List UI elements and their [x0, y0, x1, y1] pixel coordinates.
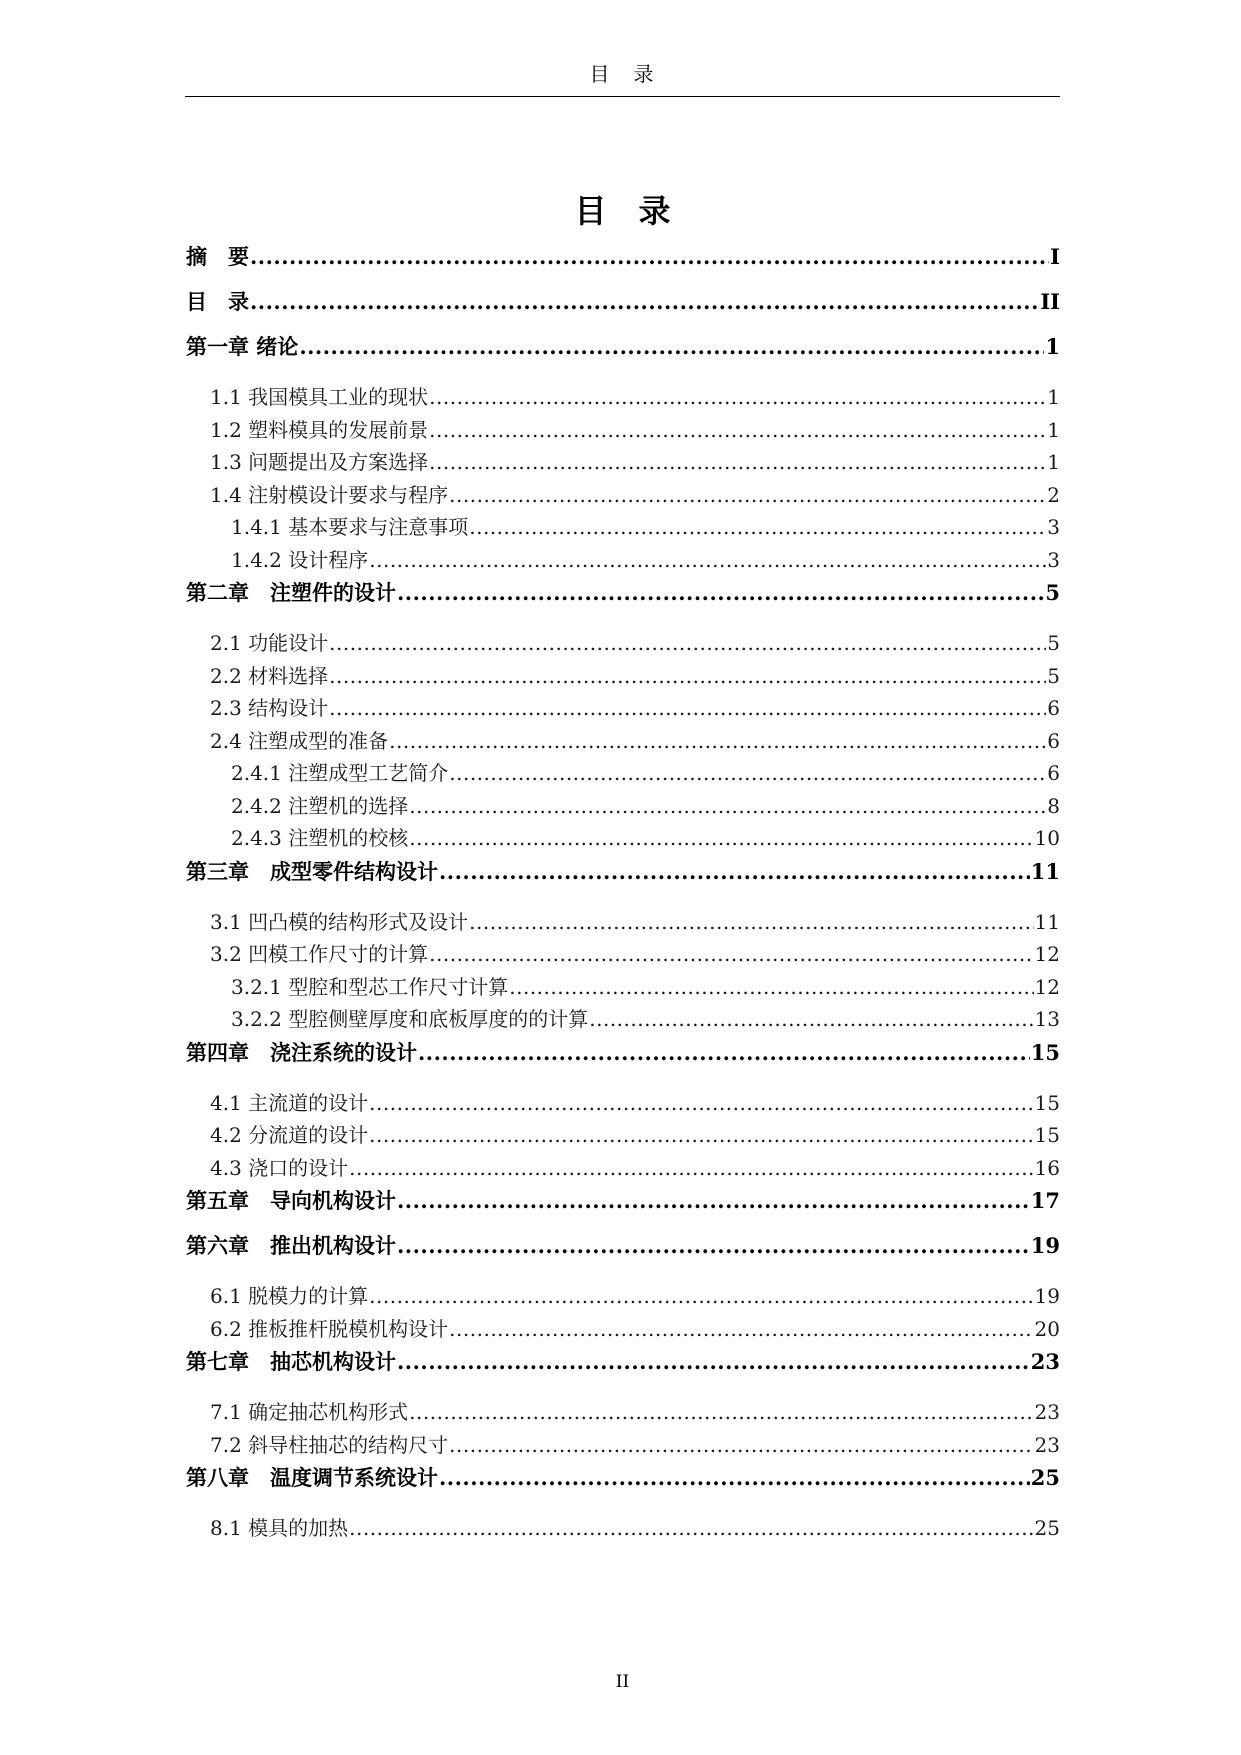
toc-entry-label: 2.4.1 注塑成型工艺简介: [231, 761, 449, 785]
dot-leader: [509, 971, 1033, 1003]
toc-entry-label: 第二章 注塑件的设计: [186, 580, 396, 605]
dot-leader: [349, 1152, 1033, 1184]
toc-entry-page: 17: [1030, 1188, 1060, 1213]
dot-leader: [418, 1036, 1030, 1070]
dot-leader: [439, 855, 1030, 889]
toc-entry-label: 第七章 抽芯机构设计: [186, 1349, 396, 1374]
dot-leader: [369, 1087, 1033, 1119]
dot-leader: [369, 1280, 1033, 1312]
toc-entry-label: 2.4 注塑成型的准备: [210, 728, 389, 753]
toc-entry-page: I: [1050, 244, 1060, 269]
toc-entry-label: 目 录: [186, 289, 249, 314]
toc-entry-label: 1.3 问题提出及方案选择: [210, 450, 429, 474]
page-number: II: [615, 1672, 630, 1692]
toc-entry-page: 8: [1047, 793, 1060, 818]
dot-leader: [397, 1184, 1030, 1218]
toc-entry-page: 19: [1034, 1284, 1060, 1308]
toc-entry-label: 第五章 导向机构设计: [186, 1188, 396, 1213]
toc-entry-label: 2.1 功能设计: [210, 631, 329, 655]
dot-leader: [329, 660, 1046, 692]
toc-entry-page: 13: [1034, 1007, 1060, 1031]
toc-entry-page: 11: [1030, 858, 1060, 884]
toc-section-entry[interactable]: [186, 414, 1060, 447]
toc-entry-page: 1: [1045, 334, 1060, 359]
dot-leader: [449, 1313, 1033, 1345]
toc-subsection-entry[interactable]: [186, 511, 1060, 544]
toc-entry-label: 1.4.1 基本要求与注意事项: [231, 515, 469, 539]
toc-chapter-entry[interactable]: [186, 240, 1060, 285]
toc-entry-label: 3.2.2 型腔侧壁厚度和底板厚度的的计算: [231, 1007, 589, 1031]
toc-chapter-entry[interactable]: [186, 1036, 1060, 1081]
toc-entry-page: 20: [1034, 1316, 1060, 1341]
toc-section-entry[interactable]: [186, 1429, 1060, 1462]
toc-entry-page: 1: [1047, 417, 1060, 442]
toc-subsection-entry[interactable]: [186, 757, 1060, 790]
dot-leader: [429, 446, 1046, 478]
toc-entry-label: 4.1 主流道的设计: [210, 1090, 369, 1115]
toc-entry-page: 6: [1047, 761, 1060, 785]
dot-leader: [429, 381, 1046, 413]
toc-section-entry[interactable]: [186, 660, 1060, 693]
dot-leader: [397, 1345, 1030, 1379]
dot-leader: [429, 938, 1033, 970]
running-header: 目 录: [589, 62, 656, 86]
toc-section-entry[interactable]: [186, 725, 1060, 758]
toc-entry-label: 1.4.2 设计程序: [231, 547, 369, 572]
toc-entry-page: 15: [1030, 1039, 1060, 1065]
toc-subsection-entry[interactable]: [186, 822, 1060, 855]
dot-leader: [409, 822, 1033, 854]
toc-entry-page: 19: [1030, 1233, 1060, 1258]
toc-chapter-entry[interactable]: [186, 1184, 1060, 1229]
toc-entry-page: 3: [1047, 515, 1060, 539]
toc-entry-label: 3.1 凹凸模的结构形式及设计: [210, 909, 469, 934]
dot-leader: [429, 414, 1046, 446]
toc-section-entry[interactable]: [186, 479, 1060, 512]
toc-entry-label: 2.2 材料选择: [210, 663, 329, 688]
toc-entry-label: 6.1 脱模力的计算: [210, 1284, 369, 1308]
toc-entry-page: 6: [1047, 728, 1060, 753]
dot-leader: [449, 479, 1046, 511]
toc-section-entry[interactable]: [186, 381, 1060, 414]
toc-section-entry[interactable]: [186, 938, 1060, 971]
toc-entry-label: 3.2 凹模工作尺寸的计算: [210, 942, 429, 966]
dot-leader: [250, 285, 1039, 319]
toc-section-entry[interactable]: [186, 1313, 1060, 1346]
toc-section-entry[interactable]: [186, 1119, 1060, 1152]
toc-entry-page: 5: [1047, 631, 1060, 655]
dot-leader: [589, 1003, 1033, 1035]
toc-entry-page: 1: [1047, 450, 1060, 474]
toc-entry-page: 23: [1034, 1432, 1060, 1457]
toc-chapter-entry[interactable]: [186, 1461, 1060, 1506]
toc-entry-label: 第六章 推出机构设计: [186, 1233, 396, 1258]
toc-entry-label: 3.2.1 型腔和型芯工作尺寸计算: [231, 974, 509, 999]
toc-entry-page: 1: [1047, 385, 1060, 409]
toc-entry-page: 6: [1047, 696, 1060, 720]
dot-leader: [329, 692, 1046, 724]
toc-section-entry[interactable]: [186, 627, 1060, 660]
toc-chapter-entry[interactable]: [186, 855, 1060, 900]
toc-entry-label: 1.2 塑料模具的发展前景: [210, 417, 429, 442]
toc-entry-page: 10: [1034, 826, 1060, 850]
toc-section-entry[interactable]: [186, 1396, 1060, 1429]
toc-entry-page: 15: [1034, 1090, 1060, 1115]
toc-entry-label: 第一章 绪论: [186, 334, 299, 359]
toc-entry-label: 摘 要: [186, 244, 249, 269]
table-of-contents: [186, 240, 1060, 1545]
toc-section-entry[interactable]: [186, 1512, 1060, 1545]
toc-entry-page: 2: [1047, 482, 1060, 507]
dot-leader: [449, 757, 1046, 789]
toc-entry-label: 第八章 温度调节系统设计: [186, 1465, 438, 1490]
toc-chapter-entry[interactable]: [186, 576, 1060, 621]
toc-subsection-entry[interactable]: [186, 1003, 1060, 1036]
dot-leader: [409, 790, 1046, 822]
dot-leader: [397, 1229, 1030, 1263]
toc-entry-page: 5: [1045, 580, 1060, 605]
dot-leader: [409, 1396, 1033, 1428]
toc-chapter-entry[interactable]: [186, 1229, 1060, 1274]
toc-entry-label: 第四章 浇注系统的设计: [186, 1039, 417, 1065]
toc-chapter-entry[interactable]: [186, 285, 1060, 330]
toc-entry-label: 7.2 斜导柱抽芯的结构尺寸: [210, 1432, 449, 1457]
toc-entry-page: 23: [1030, 1349, 1060, 1374]
toc-section-entry[interactable]: [186, 906, 1060, 939]
dot-leader: [449, 1429, 1033, 1461]
header-rule: [185, 96, 1060, 97]
toc-entry-label: 2.3 结构设计: [210, 696, 329, 720]
toc-entry-page: 3: [1047, 547, 1060, 572]
toc-entry-label: 4.3 浇口的设计: [210, 1155, 349, 1180]
toc-section-entry[interactable]: [186, 446, 1060, 479]
toc-entry-label: 2.4.3 注塑机的校核: [231, 826, 409, 850]
dot-leader: [469, 906, 1033, 938]
toc-entry-label: 2.4.2 注塑机的选择: [231, 793, 409, 818]
dot-leader: [439, 1461, 1030, 1495]
toc-entry-page: 16: [1034, 1155, 1060, 1180]
dot-leader: [397, 576, 1044, 610]
dot-leader: [469, 511, 1046, 543]
toc-entry-page: 15: [1034, 1123, 1060, 1147]
dot-leader: [349, 1512, 1033, 1544]
dot-leader: [369, 1119, 1033, 1151]
toc-entry-label: 第三章 成型零件结构设计: [186, 858, 438, 884]
toc-subsection-entry[interactable]: [186, 544, 1060, 577]
toc-entry-page: 23: [1034, 1400, 1060, 1424]
toc-entry-page: 11: [1034, 909, 1060, 934]
dot-leader: [369, 544, 1046, 576]
toc-entry-label: 1.1 我国模具工业的现状: [210, 385, 429, 409]
toc-entry-page: 5: [1047, 663, 1060, 688]
dot-leader: [250, 240, 1049, 274]
toc-section-entry[interactable]: [186, 1280, 1060, 1313]
dot-leader: [299, 330, 1044, 364]
dot-leader: [389, 725, 1046, 757]
toc-subsection-entry[interactable]: [186, 790, 1060, 823]
toc-entry-label: 6.2 推板推杆脱模机构设计: [210, 1316, 449, 1341]
toc-entry-label: 7.1 确定抽芯机构形式: [210, 1400, 409, 1424]
toc-entry-label: 8.1 模具的加热: [210, 1516, 349, 1540]
dot-leader: [329, 627, 1046, 659]
toc-subsection-entry[interactable]: [186, 971, 1060, 1004]
toc-entry-page: II: [1040, 289, 1060, 314]
toc-entry-label: 1.4 注射模设计要求与程序: [210, 482, 449, 507]
toc-section-entry[interactable]: [186, 1152, 1060, 1185]
toc-section-entry[interactable]: [186, 1087, 1060, 1120]
toc-entry-page: 25: [1030, 1465, 1060, 1490]
toc-chapter-entry[interactable]: [186, 1345, 1060, 1390]
toc-entry-page: 12: [1034, 974, 1060, 999]
toc-chapter-entry[interactable]: [186, 330, 1060, 375]
toc-entry-page: 12: [1034, 942, 1060, 966]
toc-entry-page: 25: [1034, 1516, 1060, 1540]
page-title: 目 录: [574, 192, 671, 230]
toc-entry-label: 4.2 分流道的设计: [210, 1123, 369, 1147]
toc-section-entry[interactable]: [186, 692, 1060, 725]
